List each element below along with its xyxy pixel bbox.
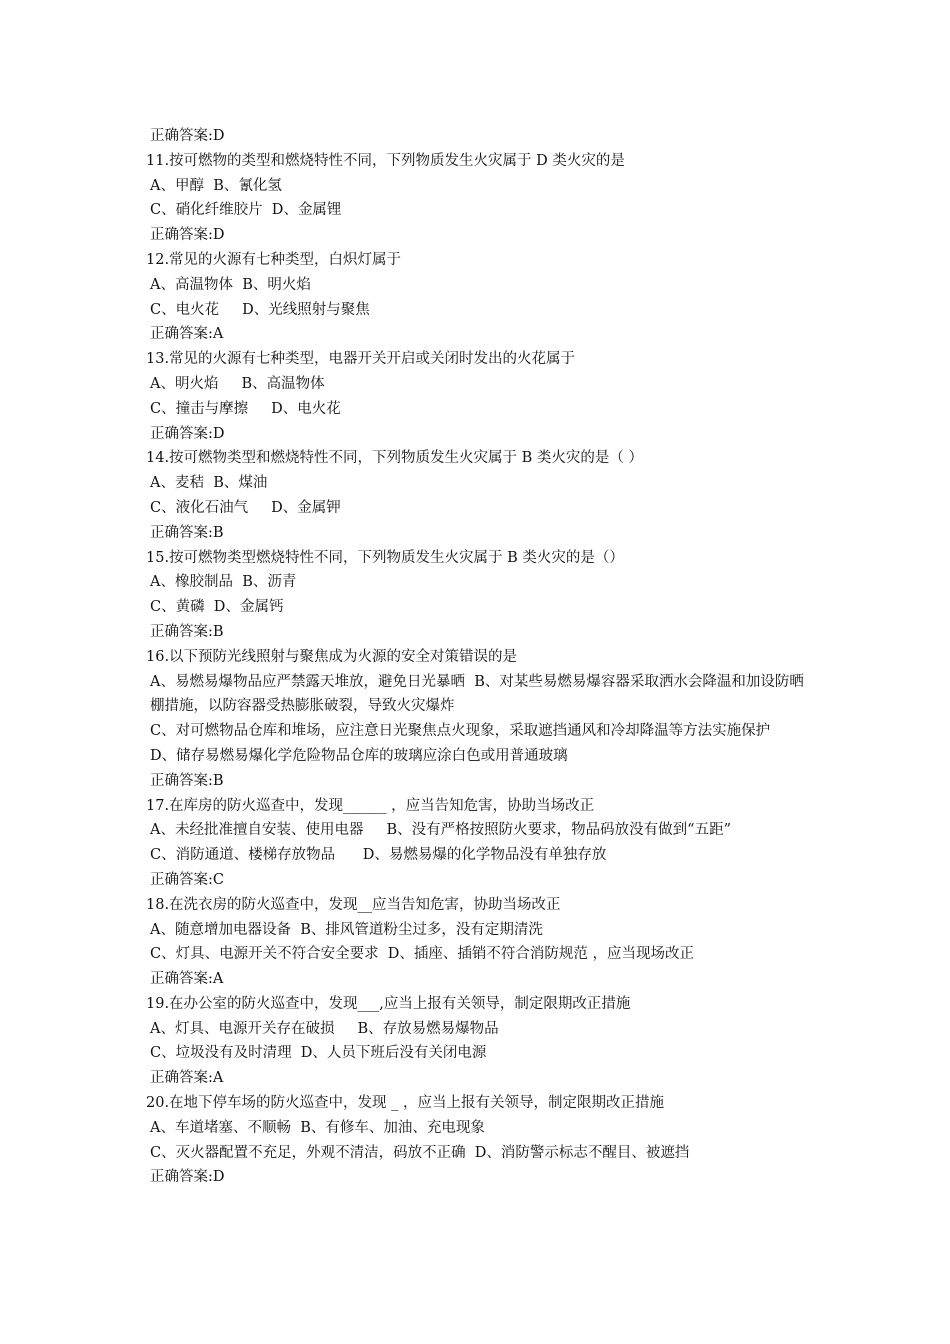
option-line: A、灯具、电源开关存在破损 B、存放易燃易爆物品	[150, 1020, 499, 1037]
answer-line: 正确答案:D	[150, 128, 225, 144]
option-line: A、易燃易爆物品应严禁露天堆放，避免日光暴晒 B、对某些易燃易爆容器采取洒水会降温和加设防晒棚措施，以防容器受热膨胀破裂，导致火灾爆炸	[150, 673, 804, 715]
option-line: A、甲醇 B、氰化氢	[150, 177, 282, 194]
option-line: C、垃圾没有及时清理 D、人员下班后没有关闭电源	[150, 1045, 487, 1062]
option-line: A、车道堵塞、不顺畅 B、有修车、加油、充电现象	[150, 1119, 485, 1136]
answer-line: 正确答案:A	[150, 326, 224, 343]
option-line: C、黄磷 D、金属钙	[150, 599, 284, 616]
question-line: 19.在办公室的防火巡查中，发现___,应当上报有关领导，制定限期改正措施	[146, 995, 631, 1012]
option-line: C、撞击与摩擦 D、电火花	[150, 400, 341, 417]
answer-line: 正确答案:D	[150, 1169, 225, 1186]
answer-line: 正确答案:B	[150, 524, 224, 541]
question-line: 20.在地下停车场的防火巡查中，发现 _ ，应当上报有关领导，制定限期改正措施	[146, 1095, 665, 1112]
question-line: 17.在库房的防火巡查中，发现______ ，应当告知危害，协助当场改正	[146, 797, 595, 814]
answer-line: 正确答案:B	[150, 623, 224, 640]
option-line: C、消防通道、楼梯存放物品 D、易燃易爆的化学物品没有单独存放	[150, 847, 607, 864]
answer-line: 正确答案:D	[150, 425, 225, 442]
answer-line: 正确答案:A	[150, 1070, 224, 1087]
question-line: 12.常见的火源有七种类型，白炽灯属于	[146, 251, 402, 268]
answer-line: 正确答案:D	[150, 227, 225, 244]
option-line: A、麦秸 B、煤油	[150, 475, 268, 492]
question-line: 18.在洗衣房的防火巡查中，发现__应当告知危害，协助当场改正	[146, 896, 561, 913]
question-line: 14.按可燃物类型和燃烧特性不同，下列物质发生火灾属于 B 类火灾的是（ ）	[146, 450, 644, 467]
option-line: A、橡胶制品 B、沥青	[150, 574, 297, 591]
option-line: A、明火焰 B、高温物体	[150, 375, 325, 392]
option-line: A、高温物体 B、明火焰	[150, 276, 311, 293]
answer-line: 正确答案:B	[150, 772, 224, 789]
option-line: C、液化石油气 D、金属钾	[150, 499, 341, 516]
question-line: 11.按可燃物的类型和燃烧特性不同，下列物质发生火灾属于 D 类火灾的是	[146, 152, 625, 169]
option-line: A、未经批准擅自安装、使用电器 B、没有严格按照防火要求，物品码放没有做到“五距”	[150, 822, 731, 839]
option-line: C、灯具、电源开关不符合安全要求 D、插座、插销不符合消防规范 ，应当现场改正	[150, 946, 695, 963]
option-line: A、随意增加电器设备 B、排风管道粉尘过多，没有定期清洗	[150, 921, 543, 938]
option-line: C、硝化纤维胶片 D、金属锂	[150, 202, 342, 219]
option-line: C、电火花 D、光线照射与聚焦	[150, 301, 370, 318]
answer-line: 正确答案:A	[150, 971, 224, 988]
question-list	[146, 124, 814, 1190]
option-line: C、对可燃物品仓库和堆场，应注意日光聚焦点火现象，采取遮挡通风和冷却降温等方法实施保护 D、储存易燃易爆化学危险物品仓库的玻璃应涂白色或用普通玻璃	[150, 723, 794, 764]
option-line: C、灭火器配置不充足，外观不清洁，码放不正确 D、消防警示标志不醒目、被遮挡	[150, 1144, 690, 1161]
question-line: 15.按可燃物类型燃烧特性不同，下列物质发生火灾属于 B 类火灾的是（）	[146, 549, 624, 566]
question-line: 16.以下预防光线照射与聚焦成为火源的安全对策错误的是	[146, 648, 518, 665]
answer-line: 正确答案:C	[150, 871, 224, 888]
question-line: 13.常见的火源有七种类型，电器开关开启或关闭时发出的火花属于	[146, 351, 576, 368]
